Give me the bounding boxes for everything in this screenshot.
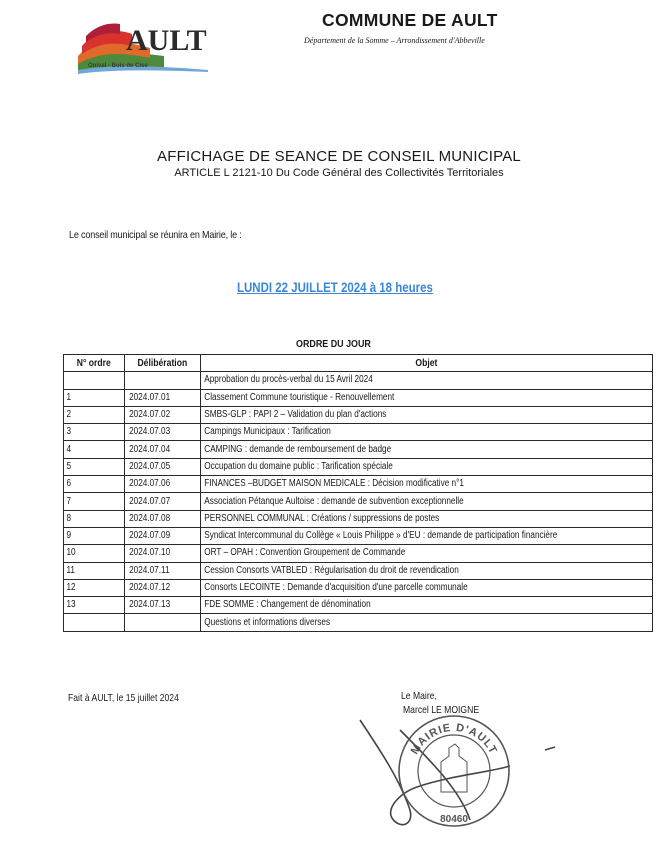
agenda-row-deliberation: 2024.07.04 — [125, 441, 201, 458]
agenda-row-deliberation: 2024.07.01 — [125, 389, 201, 406]
agenda-row — [64, 424, 653, 441]
agenda-row-deliberation: 2024.07.10 — [125, 545, 201, 562]
agenda-row — [64, 614, 653, 631]
agenda-row-number: 11 — [64, 562, 125, 579]
agenda-row-objet: Approbation du procès-verbal du 15 Avril 2024 — [201, 372, 653, 389]
agenda-row — [64, 597, 653, 614]
agenda-row — [64, 372, 653, 389]
agenda-row-number: 8 — [64, 510, 125, 527]
agenda-row-number — [64, 614, 125, 631]
stamp-code: 80460 — [440, 814, 468, 825]
agenda-row-deliberation: 2024.07.07 — [125, 493, 201, 510]
agenda-row-deliberation: 2024.07.13 — [125, 597, 201, 614]
agenda-row — [64, 493, 653, 510]
agenda-row-objet: SMBS-GLP : PAPI 2 – Validation du plan d'actions — [201, 406, 653, 423]
agenda-row-number: 12 — [64, 579, 125, 596]
agenda-row — [64, 476, 653, 493]
agenda-row-number: 2 — [64, 406, 125, 423]
svg-text:MAIRIE D'AULT — [409, 722, 500, 757]
agenda-row-deliberation: 2024.07.05 — [125, 458, 201, 475]
commune-subtitle: Département de la Somme – Arrondissement d'Abbeville — [304, 36, 485, 45]
meeting-date: LUNDI 22 JUILLET 2024 à 18 heures — [237, 279, 433, 295]
agenda-row-objet: FINANCES –BUDGET MAISON MEDICALE : Décision modificative n°1 — [201, 476, 653, 493]
agenda-header-row — [64, 355, 653, 372]
agenda-row — [64, 527, 653, 544]
agenda-row — [64, 406, 653, 423]
agenda-row-number: 10 — [64, 545, 125, 562]
agenda-row-objet: CAMPING : demande de remboursement de badge — [201, 441, 653, 458]
column-header-deliberation: Délibération — [125, 355, 201, 372]
agenda-row-deliberation: 2024.07.11 — [125, 562, 201, 579]
agenda-row-number: 6 — [64, 476, 125, 493]
agenda-row-deliberation: 2024.07.12 — [125, 579, 201, 596]
agenda-row-deliberation — [125, 372, 201, 389]
agenda-row-objet: FDE SOMME : Changement de dénomination — [201, 597, 653, 614]
agenda-row-objet: Questions et informations diverses — [201, 614, 653, 631]
agenda-row — [64, 458, 653, 475]
agenda-row — [64, 441, 653, 458]
agenda-row-deliberation: 2024.07.08 — [125, 510, 201, 527]
agenda-row-deliberation: 2024.07.09 — [125, 527, 201, 544]
agenda-row-number: 3 — [64, 424, 125, 441]
agenda-row-objet: PERSONNEL COMMUNAL : Créations / suppressions de postes — [201, 510, 653, 527]
intro-text: Le conseil municipal se réunira en Mairie, le : — [69, 229, 242, 241]
agenda-row-number: 7 — [64, 493, 125, 510]
agenda-row-objet: Syndicat Intercommunal du Collège « Louis Philippe » d'EU : demande de participation financière — [201, 527, 653, 544]
agenda-body — [64, 372, 653, 631]
agenda-row-number: 13 — [64, 597, 125, 614]
agenda-row-number: 9 — [64, 527, 125, 544]
agenda-row-deliberation: 2024.07.03 — [125, 424, 201, 441]
agenda-row-number — [64, 372, 125, 389]
agenda-row-objet: Campings Municipaux : Tarification — [201, 424, 653, 441]
signed-at: Fait à AULT, le 15 juillet 2024 — [68, 692, 179, 704]
agenda-row-objet: ORT – OPAH : Convention Groupement de Commande — [201, 545, 653, 562]
agenda-row — [64, 510, 653, 527]
stamp-text: MAIRIE D'AULT — [408, 721, 500, 757]
agenda-row — [64, 562, 653, 579]
column-header-objet: Objet — [201, 355, 653, 372]
logo-wordmark: AULT — [126, 24, 207, 57]
agenda-row — [64, 579, 653, 596]
agenda-row-deliberation: 2024.07.02 — [125, 406, 201, 423]
document-title: AFFICHAGE DE SEANCE DE CONSEIL MUNICIPAL — [157, 148, 521, 165]
column-header-num: N° ordre — [64, 355, 125, 372]
document-subtitle: ARTICLE L 2121-10 Du Code Général des Collectivités Territoriales — [174, 167, 504, 179]
agenda-row — [64, 545, 653, 562]
agenda-row-number: 5 — [64, 458, 125, 475]
agenda-row-number: 4 — [64, 441, 125, 458]
agenda-row-objet: Classement Commune touristique - Renouvellement — [201, 389, 653, 406]
signer-name: Marcel LE MOIGNE — [403, 704, 480, 716]
agenda-row-deliberation: 2024.07.06 — [125, 476, 201, 493]
agenda-row-objet: Association Pétanque Aultoise : demande de subvention exceptionnelle — [201, 493, 653, 510]
agenda-row-objet: Cession Consorts VATBLED : Régularisation du droit de revendication — [201, 562, 653, 579]
agenda-row-objet: Occupation du domaine public : Tarification spéciale — [201, 458, 653, 475]
agenda-heading: ORDRE DU JOUR — [296, 338, 371, 350]
agenda-table — [63, 354, 653, 632]
signer-title: Le Maire, — [401, 690, 437, 702]
logo-tagline: Onival - Bois de Cise — [88, 63, 148, 69]
agenda-row-objet: Consorts LECOINTE : Demande d'acquisition d'une parcelle communale — [201, 579, 653, 596]
agenda-row — [64, 389, 653, 406]
agenda-row-number: 1 — [64, 389, 125, 406]
agenda-row-deliberation — [125, 614, 201, 631]
mairie-stamp — [395, 712, 513, 830]
commune-name: COMMUNE DE AULT — [322, 10, 498, 30]
